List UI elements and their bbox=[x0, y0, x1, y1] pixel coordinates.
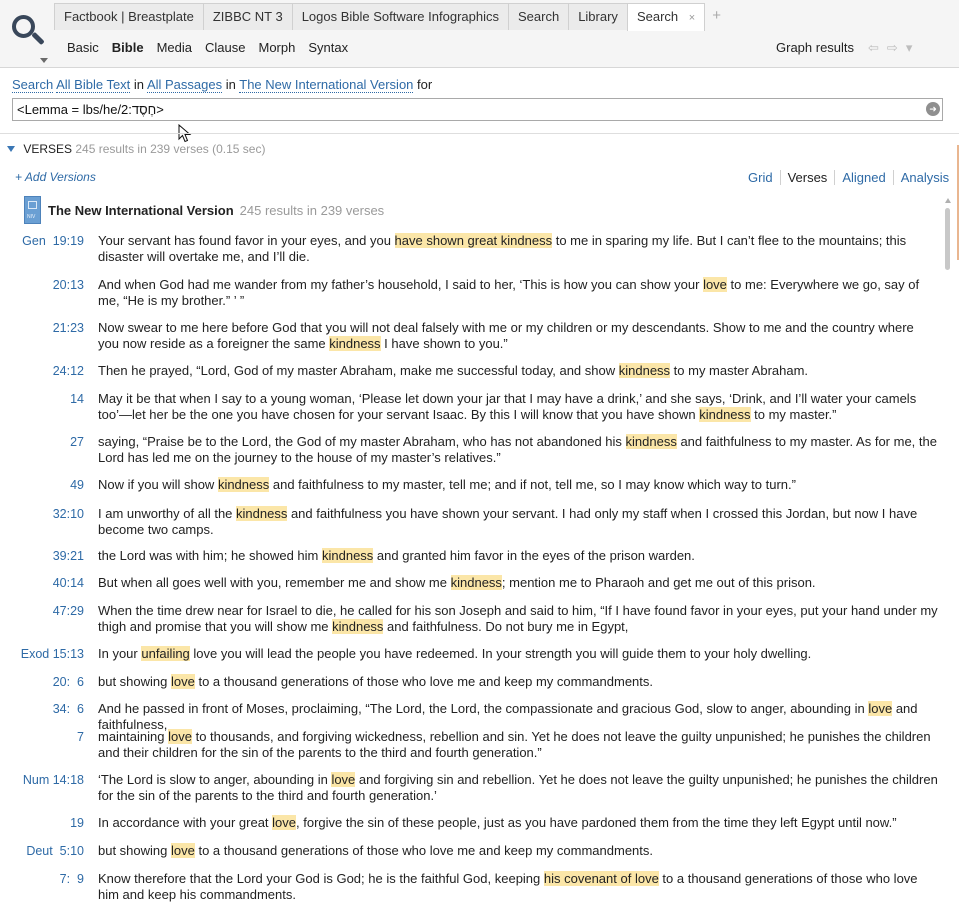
search-hit-highlight[interactable]: love bbox=[171, 674, 195, 689]
version-title[interactable]: The New International Version bbox=[48, 202, 234, 218]
verse-text-segment: saying, “Praise be to the Lord, the God of my master Abraham, who has not abandoned his bbox=[98, 434, 626, 449]
search-type-tabs bbox=[67, 40, 361, 55]
add-versions-link[interactable]: + Add Versions bbox=[15, 170, 96, 184]
verse-text bbox=[98, 277, 938, 309]
bible-version-link[interactable]: The New International Version bbox=[239, 77, 414, 92]
verse-reference-link[interactable]: 7 bbox=[77, 730, 84, 744]
verses-summary: 245 results in 239 verses (0.15 sec) bbox=[75, 142, 266, 156]
scope-connector: in bbox=[225, 77, 236, 92]
verse-text-segment: But when all goes well with you, remember me and show me bbox=[98, 575, 451, 590]
scroll-thumb[interactable] bbox=[945, 208, 950, 270]
search-hit-highlight[interactable]: kindness bbox=[332, 619, 384, 634]
verse-text-segment: I have shown to you.” bbox=[380, 336, 508, 351]
verse-text bbox=[98, 871, 938, 903]
run-search-icon[interactable]: ➜ bbox=[926, 102, 940, 116]
verse-text bbox=[98, 729, 938, 761]
subtab-media[interactable]: Media bbox=[156, 40, 193, 55]
verse-reference-link[interactable]: Gen 19:19 bbox=[22, 234, 84, 248]
verse-text-segment: and faithfulness to my master, tell me; and if not, tell me, so I may know which way to turn.” bbox=[269, 477, 796, 492]
tab-search[interactable]: Search bbox=[508, 3, 569, 30]
tab-label: Search bbox=[636, 9, 679, 24]
view-aligned[interactable]: Aligned bbox=[834, 170, 892, 185]
verse-text-segment: to thousands, and forgiving wickedness, rebellion and sin. Yet he does not leave the guilty unpunished; he punishes the children and their children for the sin of the parents to the third and fourth generation.” bbox=[98, 729, 931, 760]
verse-text-segment: Your servant has found favor in your eyes, and you bbox=[98, 233, 395, 248]
search-hit-highlight[interactable]: kindness bbox=[236, 506, 288, 521]
search-panel-header bbox=[0, 0, 959, 68]
verse-reference-link[interactable]: 20: 6 bbox=[52, 675, 84, 689]
mouse-cursor-icon bbox=[178, 124, 192, 144]
verse-reference-link[interactable]: 27 bbox=[70, 435, 84, 449]
tab-library[interactable]: Library bbox=[568, 3, 628, 30]
scroll-up-icon[interactable] bbox=[945, 198, 951, 203]
subtab-clause[interactable]: Clause bbox=[205, 40, 246, 55]
verse-text-segment: but showing bbox=[98, 843, 171, 858]
version-result-count: 245 results in 239 verses bbox=[239, 202, 385, 218]
verse-reference-link[interactable]: 39:21 bbox=[52, 549, 84, 563]
verse-text bbox=[98, 391, 938, 423]
search-hit-highlight[interactable]: love bbox=[171, 843, 195, 858]
verse-text-segment: And he passed in front of Moses, proclaiming, “The Lord, the Lord, the compassionate and gracious God, slow to anger, abounding in bbox=[98, 701, 869, 716]
verse-reference-link[interactable]: 20:13 bbox=[52, 278, 84, 292]
book-cover-icon: NIV bbox=[24, 196, 41, 224]
chevron-down-icon[interactable]: ▾ bbox=[905, 40, 913, 55]
verse-text-segment: and faithfulness to my master. As for me, the Lord has led me on the journey to the house of my master’s relatives.” bbox=[98, 434, 937, 465]
search-hit-highlight[interactable]: love bbox=[168, 729, 192, 744]
verse-text-segment: the Lord was with him; he showed him bbox=[98, 548, 322, 563]
search-hit-highlight[interactable]: kindness bbox=[699, 407, 751, 422]
verse-reference-link[interactable]: Deut 5:10 bbox=[26, 844, 84, 858]
verse-reference-link[interactable]: 40:14 bbox=[52, 576, 84, 590]
search-hit-highlight[interactable]: love bbox=[272, 815, 297, 830]
verses-label: VERSES bbox=[23, 142, 73, 156]
view-verses[interactable]: Verses bbox=[780, 170, 835, 185]
verse-text-segment: ; mention me to Pharaoh and get me out of this prison. bbox=[501, 575, 816, 590]
search-hit-highlight[interactable]: his covenant of love bbox=[543, 871, 659, 886]
search-hit-highlight[interactable]: kindness bbox=[322, 548, 374, 563]
result-view-tabs bbox=[748, 170, 956, 185]
search-hit-highlight[interactable]: kindness bbox=[625, 434, 677, 449]
verse-reference-link[interactable]: 24:12 bbox=[52, 364, 84, 378]
verse-reference-link[interactable]: 47:29 bbox=[52, 604, 84, 618]
subtab-bible[interactable]: Bible bbox=[111, 40, 144, 55]
version-header bbox=[24, 196, 384, 224]
verse-reference-link[interactable]: 21:23 bbox=[52, 321, 84, 335]
verse-text-segment: to me in sparing my life. But I can’t flee to the mountains; this disaster will overtake me, and I’ll die. bbox=[98, 233, 907, 264]
search-scope-line bbox=[12, 77, 432, 92]
verse-text bbox=[98, 575, 938, 591]
verse-text-segment: I am unworthy of all the bbox=[98, 506, 237, 521]
search-query-input[interactable] bbox=[12, 98, 943, 121]
add-tab-button[interactable]: + bbox=[712, 7, 721, 24]
search-hit-highlight[interactable]: kindness bbox=[450, 575, 502, 590]
verse-reference-link[interactable]: Num 14:18 bbox=[22, 773, 84, 787]
search-hit-highlight[interactable]: love bbox=[331, 772, 356, 787]
verse-text-segment: maintaining bbox=[98, 729, 169, 744]
verse-text bbox=[98, 233, 938, 265]
verse-text-segment: Now if you will show bbox=[98, 477, 218, 492]
verse-text-segment: and faithfulness. Do not bury me in Egypt, bbox=[383, 619, 629, 634]
verse-text-segment: Now swear to me here before God that you will not deal falsely with me or my children or my descendants. Show to me and the country where you now reside as a foreigner the same bbox=[98, 320, 914, 351]
verse-text-segment: to my master Abraham. bbox=[670, 363, 809, 378]
verses-section-toggle[interactable] bbox=[7, 142, 265, 156]
verse-text-segment: And when God had me wander from my father’s household, I said to her, ‘This is how you can show your bbox=[98, 277, 704, 292]
verse-reference-link[interactable]: 34: 6 bbox=[52, 702, 84, 716]
verse-text-segment: In your bbox=[98, 646, 142, 661]
subtab-morph[interactable]: Morph bbox=[258, 40, 296, 55]
search-mode-link[interactable]: Search bbox=[12, 77, 54, 92]
subtab-basic[interactable]: Basic bbox=[67, 40, 99, 55]
dropdown-arrow-icon bbox=[40, 58, 48, 63]
verse-text-segment: and faithfulness you have shown your servant. I had only my staff when I crossed this Jordan, but now I have become two camps. bbox=[98, 506, 918, 537]
tab-infographics[interactable]: Logos Bible Software Infographics bbox=[292, 3, 509, 30]
verse-text-segment: When the time drew near for Israel to die, he called for his son Joseph and said to him, “If I have found favor in your eyes, put your hand under my thigh and promise that you will show me bbox=[98, 603, 938, 634]
verse-text-segment: Know therefore that the Lord your God is God; he is the faithful God, keeping bbox=[98, 871, 544, 886]
results-list bbox=[0, 233, 945, 918]
verse-text-segment: love you will lead the people you have redeemed. In your strength you will guide them to your holy dwelling. bbox=[189, 646, 812, 661]
search-hit-highlight[interactable]: kindness bbox=[217, 477, 270, 492]
verse-text bbox=[98, 506, 938, 538]
view-grid[interactable]: Grid bbox=[748, 170, 773, 185]
search-hit-highlight[interactable]: kindness bbox=[618, 363, 671, 378]
verse-text bbox=[98, 434, 938, 466]
search-menu-button[interactable] bbox=[0, 0, 54, 68]
tab-factbook[interactable]: Factbook | Breastplate bbox=[54, 3, 204, 30]
back-arrow-icon[interactable]: ⇦ bbox=[868, 40, 879, 55]
verse-text-segment: May it be that when I say to a young woman, ‘Please let down your jar that I may have a drink,’ and she says, ‘Drink, and I’ll water your camels too’—let her be the one you have chosen for your servant Isaac. By this I will know that you have shown bbox=[98, 391, 917, 422]
search-hit-highlight[interactable]: unfailing bbox=[141, 646, 190, 661]
verse-reference-link[interactable]: 7: 9 bbox=[59, 872, 84, 886]
verse-text bbox=[98, 815, 938, 831]
collapse-triangle-icon bbox=[7, 146, 15, 152]
verse-text bbox=[98, 477, 938, 493]
verse-text bbox=[98, 363, 938, 379]
view-analysis[interactable]: Analysis bbox=[893, 170, 956, 185]
history-nav bbox=[868, 40, 912, 56]
verse-text bbox=[98, 674, 938, 690]
verse-text-segment: to a thousand generations of those who love me and keep my commandments. bbox=[194, 843, 654, 858]
verse-text bbox=[98, 548, 938, 564]
results-scrollbar[interactable] bbox=[945, 196, 951, 918]
verse-text-segment: In accordance with your great bbox=[98, 815, 273, 830]
verse-text-segment: but showing bbox=[98, 674, 171, 689]
passage-range-link[interactable]: All Passages bbox=[146, 77, 223, 92]
verse-text-segment: to me: Everywhere we go, say of me, “He is my brother.” ’ ” bbox=[98, 277, 920, 308]
tab-zibbc[interactable]: ZIBBC NT 3 bbox=[203, 3, 293, 30]
search-scope-link[interactable]: All Bible Text bbox=[56, 77, 131, 92]
verse-text-segment: ‘The Lord is slow to anger, abounding in bbox=[98, 772, 332, 787]
verse-reference-link[interactable]: 14 bbox=[70, 392, 84, 406]
search-hit-highlight[interactable]: love bbox=[868, 701, 893, 716]
verse-reference-link[interactable]: Exod 15:13 bbox=[20, 647, 84, 661]
scope-suffix: for bbox=[417, 77, 433, 92]
close-icon[interactable]: × bbox=[688, 12, 696, 24]
search-hit-highlight[interactable]: have shown great kindness bbox=[394, 233, 553, 248]
forward-arrow-icon[interactable]: ⇨ bbox=[886, 40, 898, 55]
verse-text-segment: to my master.” bbox=[750, 407, 837, 422]
verse-text-segment: to a thousand generations of those who love me and keep my commandments. bbox=[194, 674, 654, 689]
verse-text bbox=[98, 843, 938, 859]
search-hit-highlight[interactable]: kindness bbox=[329, 336, 381, 351]
search-hit-highlight[interactable]: love bbox=[703, 277, 727, 292]
verse-reference-link[interactable]: 49 bbox=[70, 478, 84, 492]
verse-text-segment: to a thousand generations of those who love him and keep his commandments. bbox=[98, 871, 918, 902]
tab-bar bbox=[54, 3, 729, 30]
verse-text bbox=[98, 772, 938, 804]
graph-results-button[interactable]: Graph results bbox=[776, 40, 855, 55]
verse-reference-link[interactable]: 19 bbox=[70, 816, 84, 830]
scope-connector: in bbox=[133, 77, 145, 92]
tab-search-active[interactable] bbox=[627, 3, 705, 31]
verse-text-segment: , forgive the sin of these people, just as you have pardoned them from the time they left Egypt until now.” bbox=[296, 815, 897, 830]
subtab-syntax[interactable]: Syntax bbox=[308, 40, 349, 55]
verse-text-segment: and forgiving sin and rebellion. Yet he does not leave the guilty unpunished; he punishes the children for the sin of the parents to the third and fourth generation.’ bbox=[98, 772, 938, 803]
verse-text bbox=[98, 646, 938, 662]
verse-text bbox=[98, 603, 938, 635]
verse-text bbox=[98, 320, 938, 352]
verse-reference-link[interactable]: 32:10 bbox=[52, 507, 84, 521]
verse-text-segment: and faithfulness, bbox=[98, 701, 918, 732]
verse-text-segment: Then he prayed, “Lord, God of my master Abraham, make me successful today, and show bbox=[98, 363, 619, 378]
verse-text-segment: and granted him favor in the eyes of the prison warden. bbox=[373, 548, 695, 563]
